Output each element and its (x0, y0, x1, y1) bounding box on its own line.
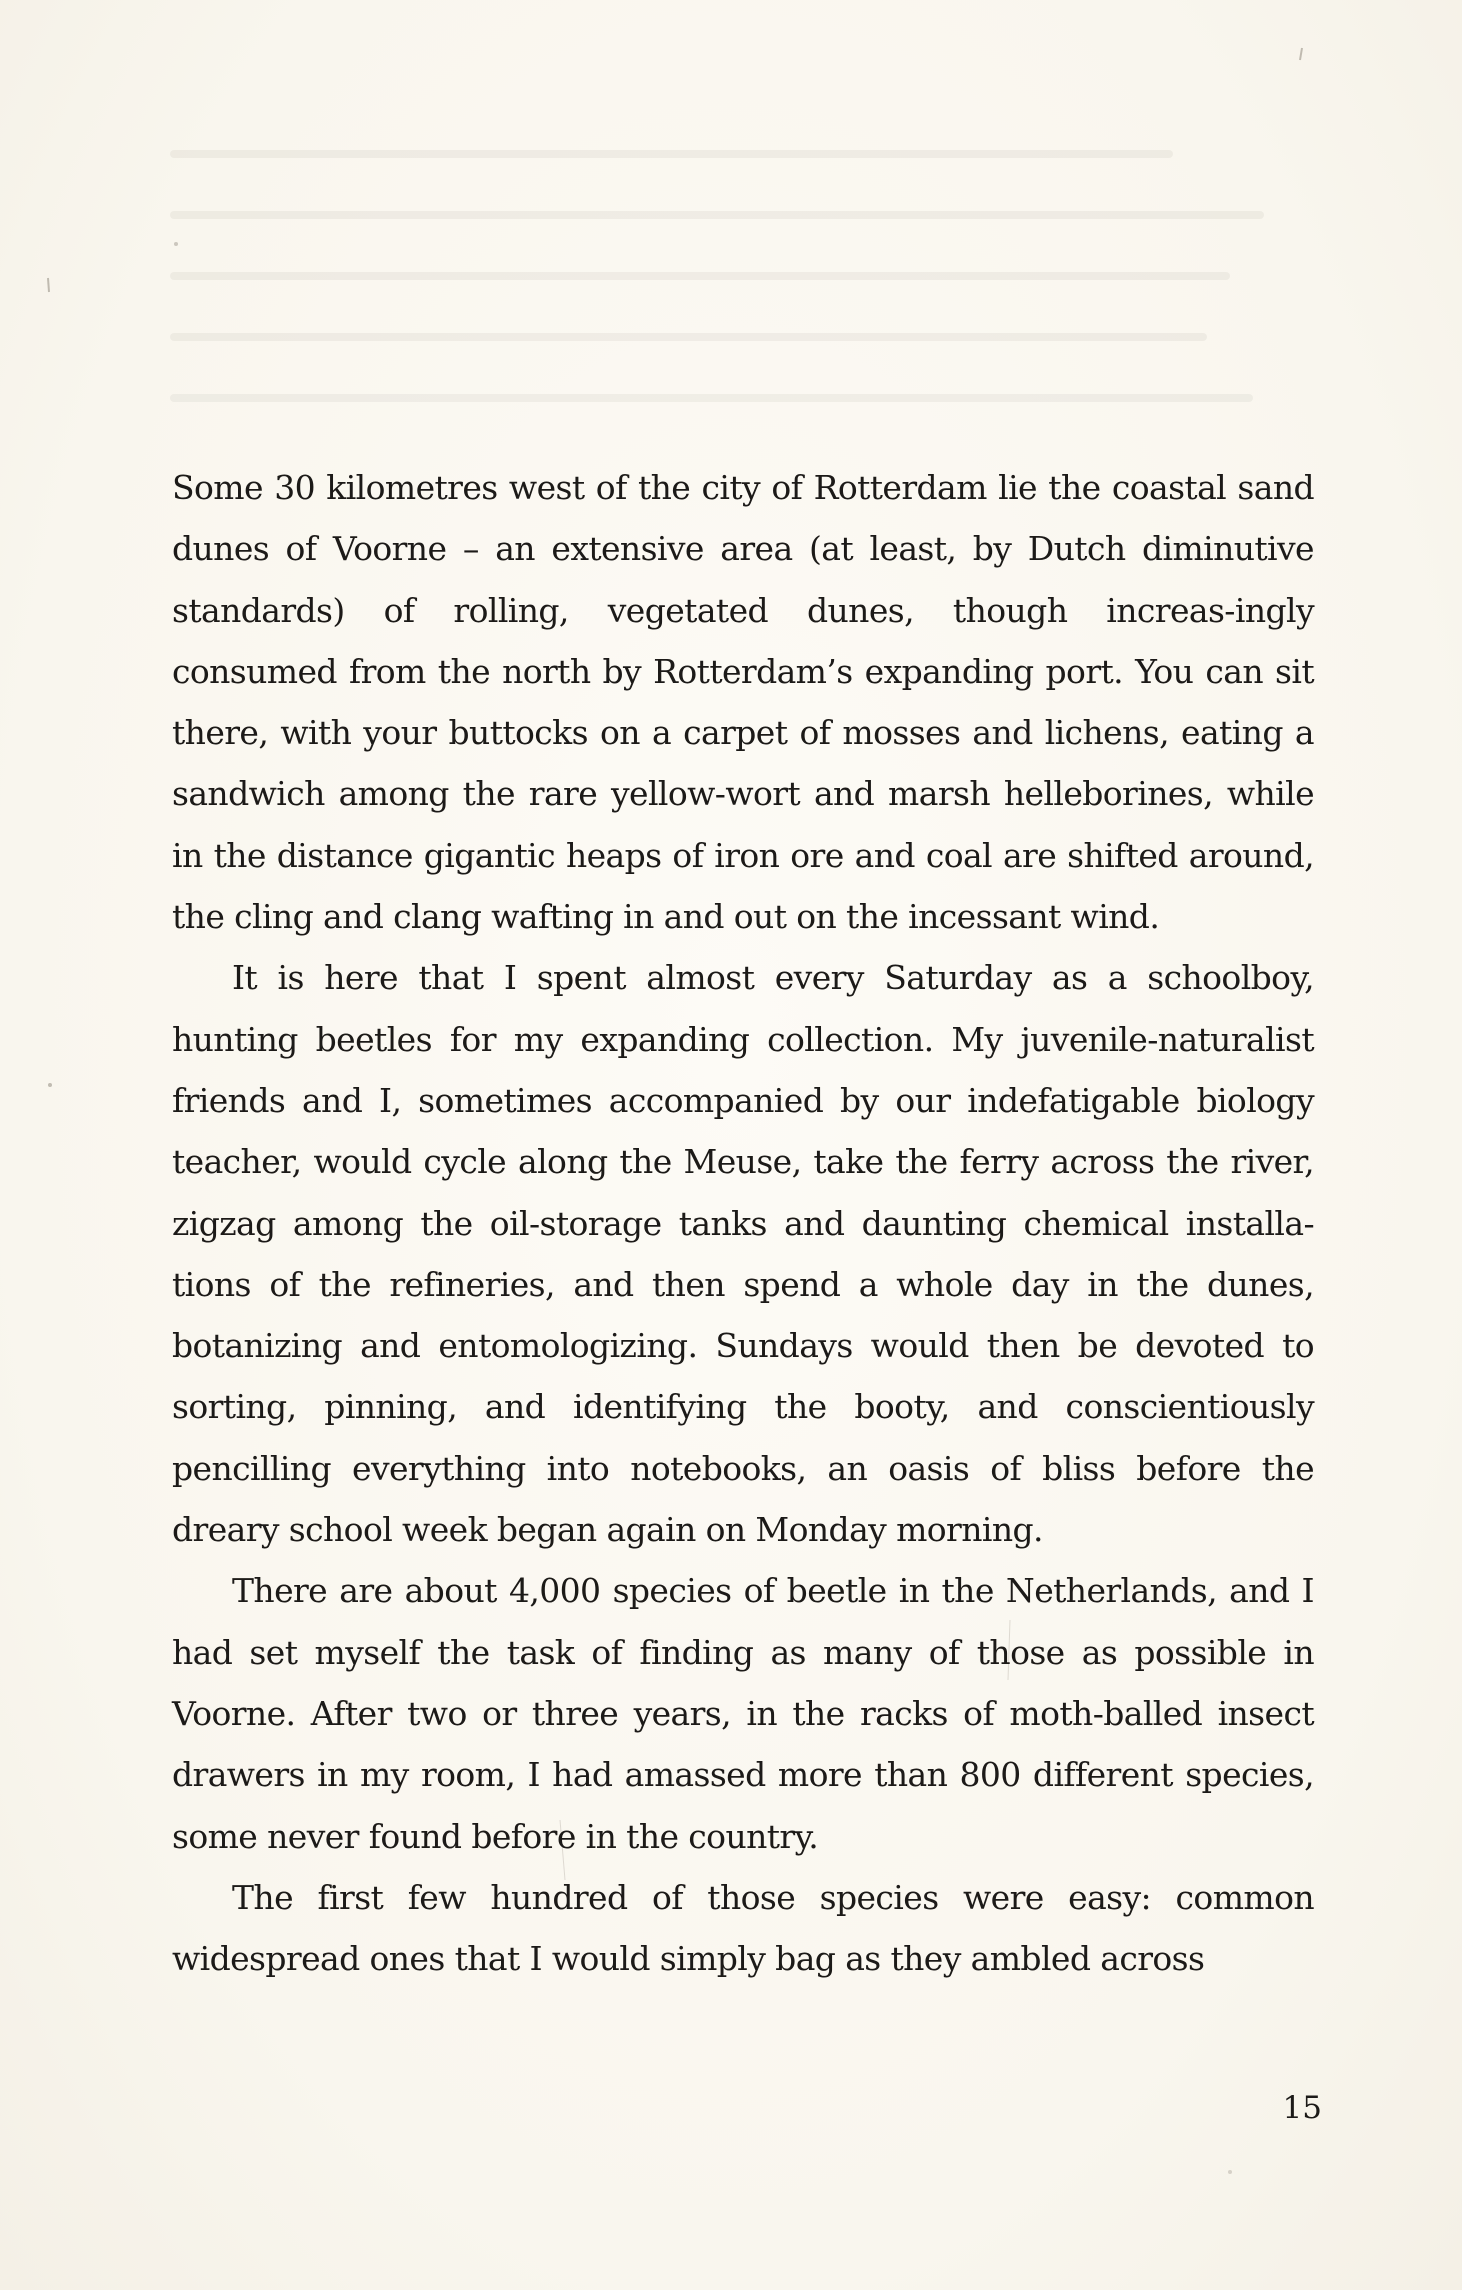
page-number: 15 (1282, 2090, 1322, 2126)
paragraph-2: It is here that I spent almost every Saturday as a schoolboy, hunting beetles for my expanding collection. My juvenile-naturalist friends and I, sometimes accompanied by our indefatigable biology teacher, would cycle along the Meuse, take the ferry across the river, zigzag among the oil-storage tanks and daunting chemical installa-tions of the refineries, and then spend a whole day in the dunes, botanizing and entomologizing. Sundays would then be devoted to sorting, pinning, and identifying the booty, and conscientiously pencilling everything into notebooks, an oasis of bliss before the dreary school week began again on Monday morning. (172, 958, 1314, 1550)
paragraph-4: The first few hundred of those species were easy: common widespread ones that I would simply bag as they ambled across (172, 1877, 1314, 1979)
paragraph-3: There are about 4,000 species of beetle in the Netherlands, and I had set myself the task of finding as many of those as possible in Voorne. After two or three years, in the racks of moth-balled insect drawers in my room, I had amassed more than 800 different species, some never found before in the country. (172, 1571, 1314, 1856)
paragraph-1: Some 30 kilometres west of the city of Rotterdam lie the coastal sand dunes of Voorne – an extensive area (at least, by Dutch diminutive standards) of rolling, vegetated dunes, though increas-ingly consumed from the north by Rotterdam’s expanding port. You can sit there, with your buttocks on a carpet of mosses and lichens, eating a sandwich among the rare yellow-wort and marsh helleborines, while in the distance gigantic heaps of iron ore and coal are shifted around, the cling and clang wafting in and out on the incessant wind. (172, 468, 1314, 937)
body-text (172, 457, 1314, 1989)
show-through-text (170, 150, 1310, 450)
